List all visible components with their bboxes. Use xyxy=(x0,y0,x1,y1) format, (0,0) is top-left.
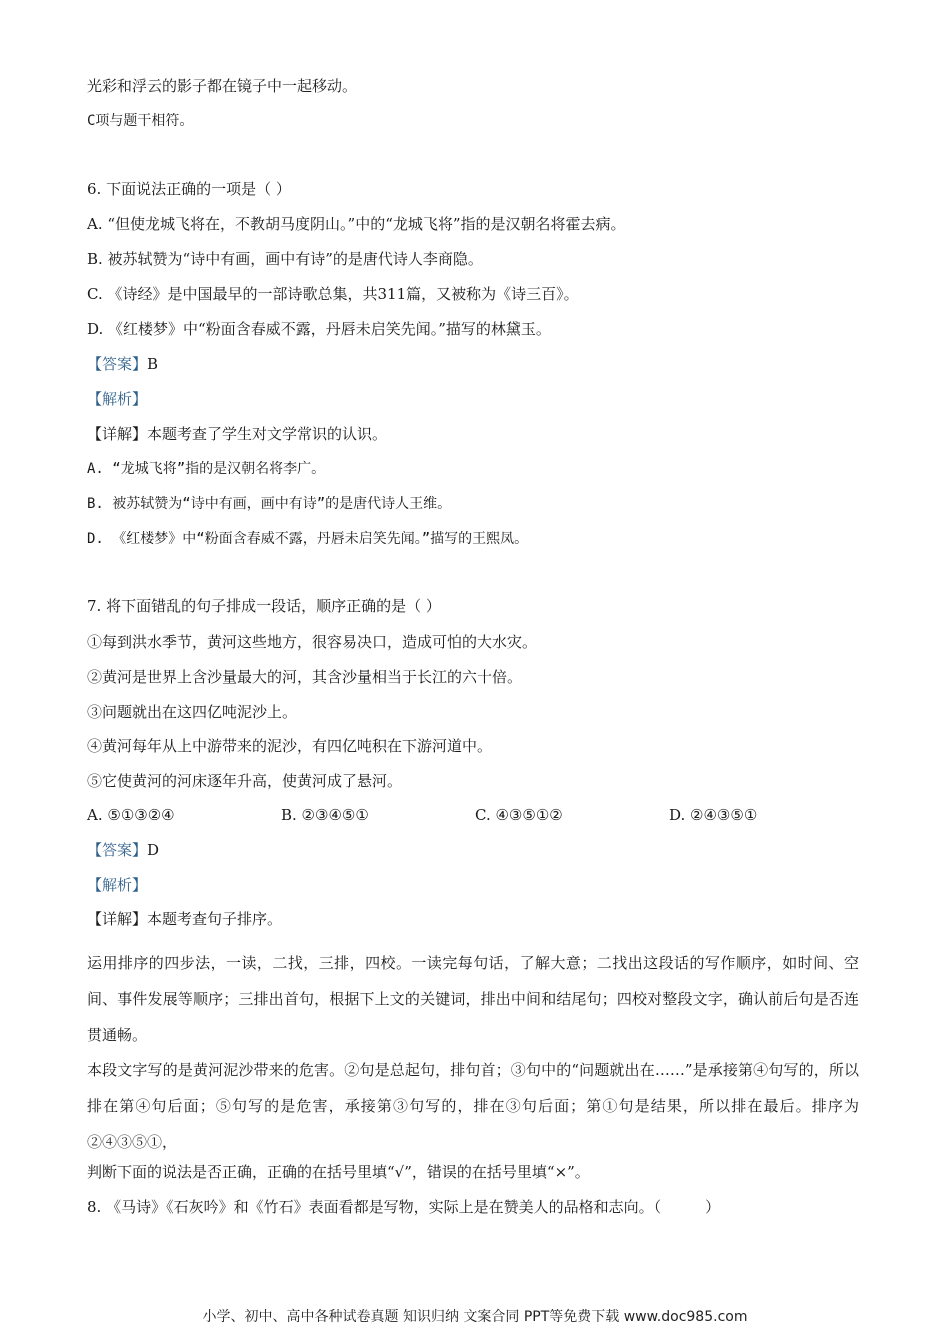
question-8-close: ） xyxy=(705,1198,721,1216)
q6-option-b: B. 被苏轼赞为“诗中有画，画中有诗”的是唐代诗人李商隐。 xyxy=(87,250,483,268)
q7-option-d: D. ②④③⑤① xyxy=(669,806,758,824)
q7-sentence-4: ④黄河每年从上中游带来的泥沙，有四亿吨积在下游河道中。 xyxy=(87,737,493,755)
answer-value: B xyxy=(147,355,159,373)
answer-label: 【答案】 xyxy=(87,355,148,373)
q7-explain-paragraph: 本段文字写的是黄河泥沙带来的危害。②句是总起句，排句首；③句中的“问题就出在……”是承接第④句写的，所以排在第④句后面；⑤句写的是危害，承接第③句写的，排在③句后面；第①句是结果，所以排在最后。排序为②④③⑤①， xyxy=(87,1061,859,1151)
q7-answer xyxy=(87,840,159,860)
q7-option-b: B. ②③④⑤① xyxy=(281,806,369,824)
q6-analysis-label: 【解析】 xyxy=(87,390,148,408)
q6-option-a: A. “但使龙城飞将在，不教胡马度阴山。”中的“龙城飞将”指的是汉朝名将霍去病。 xyxy=(87,215,626,233)
q6-answer xyxy=(87,354,158,374)
q7-method-paragraph: 运用排序的四步法，一读，二找，三排，四校。一读完每句话，了解大意；二找出这段话的写作顺序，如时间、空间、事件发展等顺序；三排出首句，根据下上文的关键词，排出中间和结尾句；四校对整段文字，确认前后句是否连贯通畅。 xyxy=(87,954,859,1044)
text-line: 光彩和浮云的影子都在镜子中一起移动。 xyxy=(87,77,358,95)
question-7-stem: 7. 将下面错乱的句子排成一段话，顺序正确的是（ ） xyxy=(87,597,441,615)
q7-options xyxy=(87,805,867,825)
question-8-text: 8. 《马诗》《石灰吟》和《竹石》表面看都是写物，实际上是在赞美人的品格和志向。（ xyxy=(87,1198,662,1216)
question-8 xyxy=(87,1197,720,1217)
q7-sentence-5: ⑤它使黄河的河床逐年升高，使黄河成了悬河。 xyxy=(87,772,403,790)
page-footer: 小学、初中、高中各种试卷真题 知识归纳 文案合同 PPT等免费下载 www.doc985.com xyxy=(202,1309,748,1325)
q7-option-c: C. ④③⑤①② xyxy=(475,806,563,824)
q6-explain-d: D. 《红楼梦》中“粉面含春威不露，丹唇未启笑先闻。”描写的王熙凤。 xyxy=(87,531,529,547)
q7-analysis-label: 【解析】 xyxy=(87,876,148,894)
q7-sentence-1: ①每到洪水季节，黄河这些地方，很容易决口，造成可怕的大水灾。 xyxy=(87,633,538,651)
q7-detail: 【详解】本题考查句子排序。 xyxy=(87,910,283,928)
q7-sentence-3: ③问题就出在这四亿吨泥沙上。 xyxy=(87,703,298,721)
q6-detail: 【详解】本题考查了学生对文学常识的认识。 xyxy=(87,425,388,443)
text-line: C项与题干相符。 xyxy=(87,113,194,129)
question-6-stem: 6. 下面说法正确的一项是（ ） xyxy=(87,180,291,198)
q6-option-c: C. 《诗经》是中国最早的一部诗歌总集，共311篇，又被称为《诗三百》。 xyxy=(87,285,579,303)
q6-option-d: D. 《红楼梦》中“粉面含春威不露，丹唇未启笑先闻。”描写的林黛玉。 xyxy=(87,320,551,338)
q7-sentence-2: ②黄河是世界上含沙量最大的河，其含沙量相当于长江的六十倍。 xyxy=(87,668,523,686)
judge-instruction: 判断下面的说法是否正确，正确的在括号里填“√”，错误的在括号里填“×”。 xyxy=(87,1163,590,1181)
q6-explain-b: B. 被苏轼赞为“诗中有画，画中有诗”的是唐代诗人王维。 xyxy=(87,496,452,512)
q7-option-a: A. ⑤①③②④ xyxy=(87,806,175,824)
q6-explain-a: A. “龙城飞将”指的是汉朝名将李广。 xyxy=(87,461,326,477)
answer-value: D xyxy=(147,841,160,859)
answer-label: 【答案】 xyxy=(87,841,148,859)
